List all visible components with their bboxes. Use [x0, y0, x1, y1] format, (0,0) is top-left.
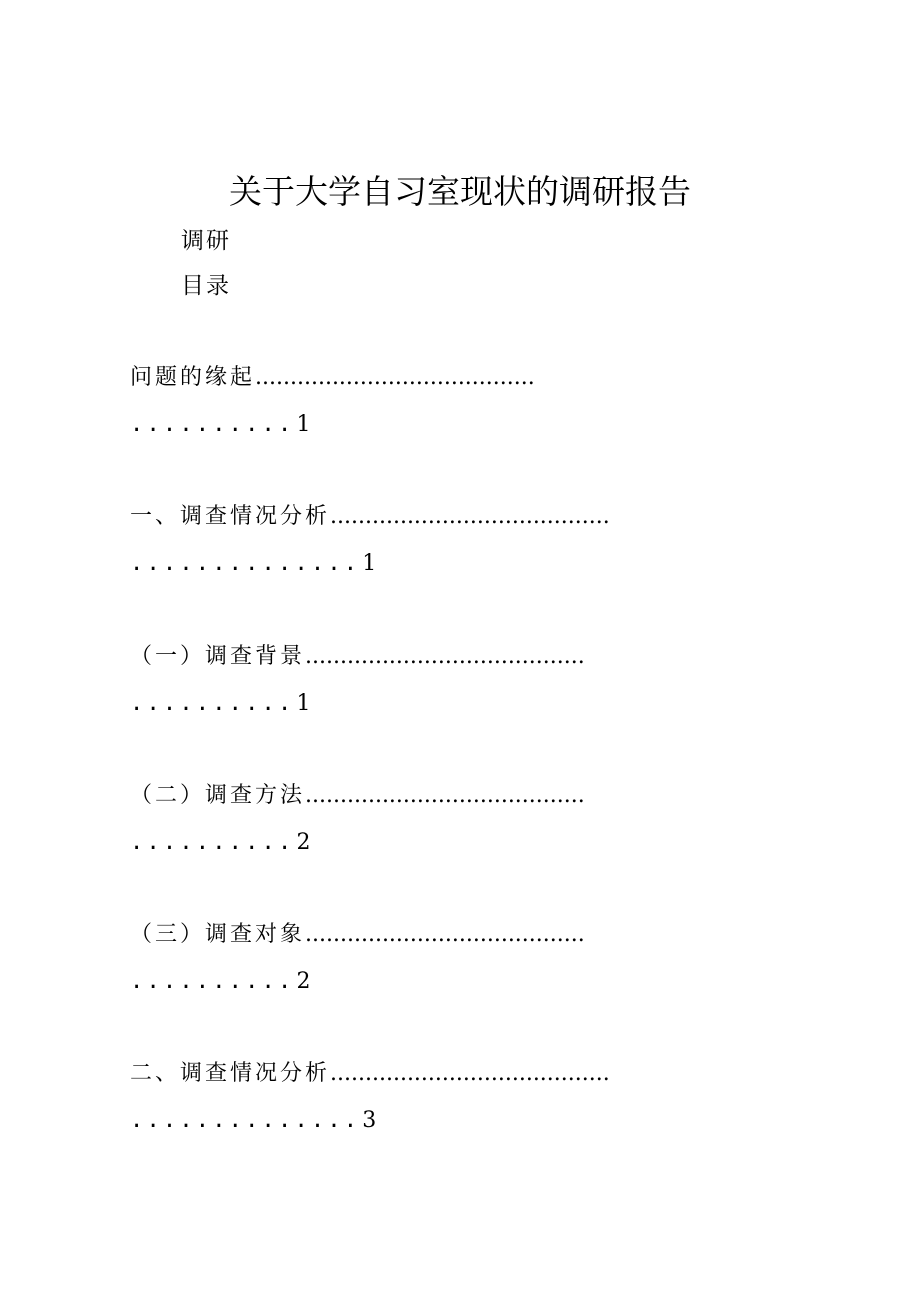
- toc-leader-dots: ........................................: [305, 783, 585, 808]
- toc-leader-dots-trail: ..............: [130, 1108, 361, 1133]
- toc-leader-dots-trail: ..........: [130, 691, 295, 716]
- toc-leader-dots: ........................................: [330, 1061, 610, 1086]
- document-title: 关于大学自习室现状的调研报告: [229, 172, 691, 211]
- toc-leader-dots-trail: ..........: [130, 412, 295, 437]
- subtitle-line-contents: 目录: [181, 273, 231, 299]
- toc-entry-background[interactable]: [130, 642, 798, 719]
- toc-leader-dots-trail: ..........: [130, 830, 295, 855]
- toc-page-number: 1: [362, 551, 377, 576]
- toc-leader-dots: ........................................: [305, 922, 585, 947]
- toc-entry-label: 问题的缘起: [130, 365, 256, 390]
- toc-page-number: 2: [296, 969, 311, 994]
- toc-entry-subjects[interactable]: [130, 920, 798, 997]
- toc-entry-label: 二、调查情况分析: [130, 1061, 331, 1086]
- toc-entry-origin[interactable]: [130, 363, 798, 440]
- toc-entry-label: （一）调查背景: [130, 644, 306, 669]
- toc-entry-label: （三）调查对象: [130, 922, 306, 947]
- toc-leader-dots: ........................................: [255, 365, 535, 390]
- toc-entry-section-one[interactable]: [130, 502, 798, 579]
- toc-leader-dots: ........................................: [305, 644, 585, 669]
- toc-page-number: 2: [296, 830, 311, 855]
- toc-leader-dots: ........................................: [330, 504, 610, 529]
- toc-entry-label: （二）调查方法: [130, 783, 306, 808]
- toc-entry-label: 一、调查情况分析: [130, 504, 331, 529]
- subtitle-line-research: 调研: [181, 228, 231, 254]
- toc-entry-method[interactable]: [130, 781, 798, 858]
- toc-page-number: 3: [362, 1108, 377, 1133]
- toc-entry-section-two[interactable]: [130, 1059, 798, 1136]
- toc-leader-dots-trail: ..........: [130, 969, 295, 994]
- toc-page-number: 1: [296, 412, 311, 437]
- toc-leader-dots-trail: ..............: [130, 551, 361, 576]
- toc-page-number: 1: [296, 691, 311, 716]
